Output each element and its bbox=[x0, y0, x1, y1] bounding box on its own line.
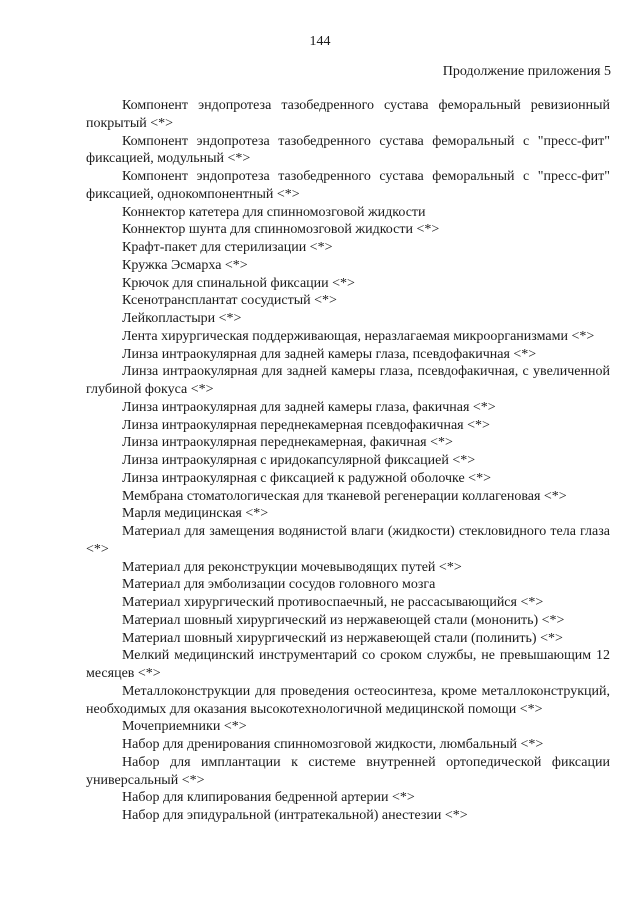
list-item: Линза интраокулярная переднекамерная, факичная <*> bbox=[122, 435, 453, 451]
list-item: Лента хирургическая поддерживающая, неразлагаемая микроорганизмами <*> bbox=[122, 328, 595, 344]
list-item: Коннектор шунта для спинномозговой жидкости <*> bbox=[122, 222, 440, 238]
list-item: Линза интраокулярная для задней камеры глаза, псевдофакичная, с увеличенной глубиной фокуса <*> bbox=[86, 364, 610, 397]
list-item: Кружка Эсмарха <*> bbox=[122, 257, 248, 273]
list-item: Материал для реконструкции мочевыводящих путей <*> bbox=[122, 559, 462, 575]
list-item: Ксенотрансплантат сосудистый <*> bbox=[122, 293, 337, 309]
list-item: Материал шовный хирургический из нержавеющей стали (полинить) <*> bbox=[122, 630, 563, 646]
list-item: Мочеприемники <*> bbox=[122, 719, 247, 735]
list-item: Материал для замещения водянистой влаги (жидкости) стекловидного тела глаза <*> bbox=[86, 524, 610, 557]
list-item: Мембрана стоматологическая для тканевой регенерации коллагеновая <*> bbox=[122, 488, 567, 504]
list-item: Линза интраокулярная переднекамерная псевдофакичная <*> bbox=[122, 417, 490, 433]
list-item: Компонент эндопротеза тазобедренного сустава феморальный с "пресс-фит" фиксацией, модульный <*> bbox=[86, 133, 610, 167]
list-item: Металлоконструкции для проведения остеосинтеза, кроме металлоконструкций, необходимых для оказания высокотехнологичной медицинской помощи <*> bbox=[86, 683, 610, 717]
list-item: Лейкопластыри <*> bbox=[122, 311, 242, 326]
list-item: Марля медицинская <*> bbox=[122, 506, 269, 522]
list-item: Линза интраокулярная для задней камеры глаза, факичная <*> bbox=[122, 399, 496, 415]
document-body bbox=[86, 97, 610, 825]
list-item: Линза интраокулярная с иридокапсулярной фиксацией <*> bbox=[122, 453, 476, 468]
list-item: Набор для имплантации к системе внутренней ортопедической фиксации универсальный <*> bbox=[86, 754, 610, 788]
list-item: Набор для эпидуральной (интратекальной) анестезии <*> bbox=[122, 808, 468, 823]
list-item: Линза интраокулярная с фиксацией к радужной оболочке <*> bbox=[122, 470, 491, 486]
list-item: Материал хирургический противоспаечный, не рассасывающийся <*> bbox=[122, 595, 544, 610]
list-item: Крючок для спинальной фиксации <*> bbox=[122, 275, 355, 291]
list-item: Крафт-пакет для стерилизации <*> bbox=[122, 240, 333, 255]
list-item: Мелкий медицинский инструментарий со сроком службы, не превышающим 12 месяцев <*> bbox=[86, 648, 610, 681]
list-item: Набор для дренирования спинномозговой жидкости, люмбальный <*> bbox=[122, 737, 544, 752]
list-item: Коннектор катетера для спинномозговой жидкости bbox=[122, 204, 426, 220]
list-item: Компонент эндопротеза тазобедренного сустава феморальный с "пресс-фит" фиксацией, однокомпонентный <*> bbox=[86, 169, 610, 202]
list-item: Материал шовный хирургический из нержавеющей стали (мононить) <*> bbox=[122, 612, 565, 628]
page-number: 144 bbox=[309, 34, 331, 49]
list-item: Компонент эндопротеза тазобедренного сустава феморальный ревизионный покрытый <*> bbox=[86, 98, 610, 131]
list-item: Материал для эмболизации сосудов головного мозга bbox=[122, 577, 436, 593]
list-item: Линза интраокулярная для задней камеры глаза, псевдофакичная <*> bbox=[122, 346, 537, 362]
appendix-continuation-note: Продолжение приложения 5 bbox=[442, 64, 611, 79]
list-item: Набор для клипирования бедренной артерии <*> bbox=[122, 790, 415, 806]
